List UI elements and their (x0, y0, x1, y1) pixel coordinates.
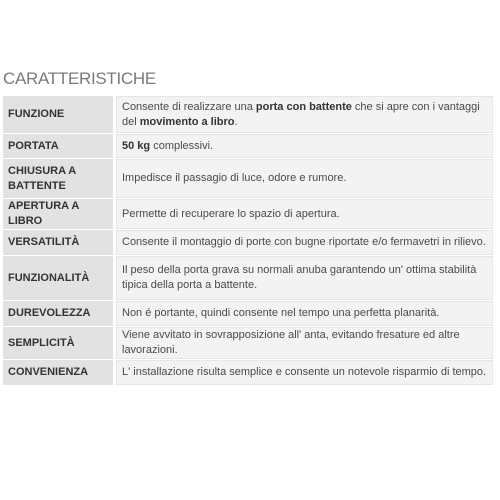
description-text: . (234, 115, 238, 128)
table-row (3, 230, 493, 255)
feature-label: CHIUSURA A BATTENTE (3, 159, 116, 198)
description-text: Non é portante, quindi consente nel tempo una perfetta planarità. (122, 307, 440, 319)
table-row (3, 159, 493, 198)
table-row (3, 199, 493, 229)
feature-description (116, 327, 493, 359)
feature-description (116, 199, 493, 229)
description-text: Permette di recuperare lo spazio di apertura. (122, 207, 340, 220)
description-text: complessivi. (150, 139, 214, 152)
feature-description (116, 159, 493, 198)
feature-description (116, 134, 493, 158)
feature-description (116, 301, 493, 326)
table-row (3, 327, 493, 359)
feature-description (116, 256, 493, 300)
feature-label: FUNZIONE (3, 96, 116, 133)
feature-label: APERTURA A LIBRO (3, 199, 116, 229)
table-row (3, 256, 493, 300)
table-row (3, 360, 493, 385)
feature-label: SEMPLICITÀ (3, 327, 116, 359)
emphasis-text: 50 kg (122, 139, 151, 152)
description-text: Consente di realizzare una (122, 100, 256, 113)
description-text: Impedisce il passagio di luce, odore e rumore. (122, 172, 347, 184)
features-table (3, 95, 493, 386)
table-row (3, 301, 493, 326)
feature-description (116, 96, 493, 133)
feature-label: DUREVOLEZZA (3, 301, 116, 326)
feature-description (116, 360, 493, 385)
feature-label: CONVENIENZA (3, 360, 116, 385)
feature-label: FUNZIONALITÀ (3, 256, 116, 300)
table-row (3, 96, 493, 133)
feature-description (116, 230, 493, 255)
table-row (3, 134, 493, 158)
description-text: Consente il montaggio di porte con bugne riportate e/o fermavetri in rilievo. (122, 236, 486, 248)
feature-label: PORTATA (3, 134, 116, 158)
emphasis-text: porta con battente (255, 100, 352, 113)
emphasis-text: movimento a libro (139, 115, 235, 128)
description-text: Viene avvitato in sovrapposizione all' anta, evitando fresature ed altre lavorazioni. (122, 329, 460, 356)
description-text: L' installazione risulta semplice e consente un notevole risparmio di tempo. (122, 366, 487, 378)
feature-label: VERSATILITÀ (3, 230, 116, 255)
description-text: che si apre con i vantaggi del (122, 100, 480, 128)
description-text: Il peso della porta grava su normali anuba garantendo un' ottima stabilità tipica della porta a battente. (122, 264, 477, 291)
section-title: CARATTERISTICHE (3, 69, 156, 88)
